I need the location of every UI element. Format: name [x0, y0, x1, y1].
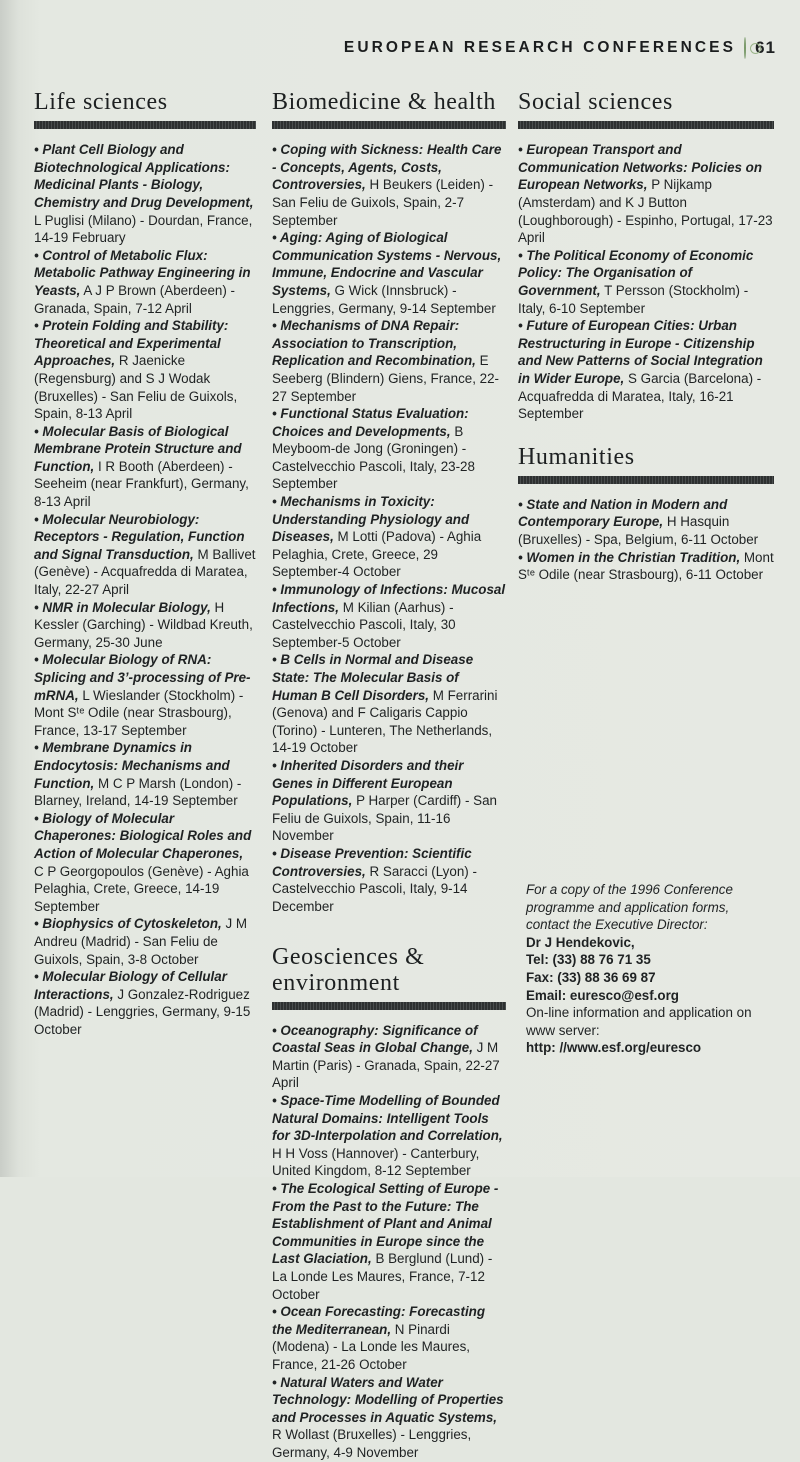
conference-details: C P Georgopoulos (Genève) - Aghia Pelaghia, Crete, Greece, 14-19 September	[34, 863, 249, 914]
conference-title: • B Cells in Normal and Disease State: The Molecular Basis of Human B Cell Disorders,	[272, 652, 474, 703]
conference-details: A J P Brown (Aberdeen) - Granada, Spain, 7-12 April	[34, 282, 235, 316]
conference-details: N Pinardi (Modena) - La Londe les Maures, France, 21-26 October	[272, 1321, 470, 1372]
conference-entry	[518, 317, 774, 423]
conference-title: • Mechanisms of DNA Repair: Association to Transcription, Replication and Recombination,	[272, 318, 476, 369]
section-rule	[518, 121, 774, 129]
conference-entry	[272, 141, 506, 229]
section-heading: Humanities	[518, 443, 635, 470]
conference-entry	[272, 757, 506, 845]
conference-title: • Protein Folding and Stability: Theoretical and Experimental Approaches,	[34, 318, 229, 369]
conference-entry	[518, 141, 774, 247]
conference-title: • Biology of Molecular Chaperones: Biological Roles and Action of Molecular Chaperones,	[34, 810, 252, 861]
page-number: 61	[755, 38, 776, 57]
conference-details: B Meyboom-de Jong (Groningen) - Castelvecchio Pascoli, Italy, 23-28 September	[272, 423, 475, 492]
contact-url[interactable]: http: //www.esf.org/euresco	[526, 1040, 702, 1056]
conference-title: • Inherited Disorders and their Genes in Different European Populations,	[272, 757, 464, 809]
conference-entry	[518, 247, 774, 317]
esf-logo-icon	[744, 37, 746, 59]
conference-title: • Future of European Cities: Urban Restructuring in Europe - Citizenship and New Patterns of Social Integration in Wider Europe,	[518, 318, 763, 386]
conference-title: • Molecular Neurobiology: Receptors - Regulation, Function and Signal Transduction,	[34, 511, 245, 562]
conference-title: • Space-Time Modelling of Bounded Natural Domains: Intelligent Tools for 3D-Interpolation and Correlation,	[272, 1093, 503, 1144]
conference-entry	[34, 511, 256, 599]
conference-title: • Immunology of Infections: Mucosal Infections,	[272, 582, 506, 615]
conference-details: B Berglund (Lund) - La Londe Les Maures, France, 7-12 October	[272, 1251, 493, 1302]
conference-entry	[518, 496, 774, 549]
conference-details: P Harper (Cardiff) - San Feliu de Guixols, Spain, 11-16 November	[272, 793, 497, 844]
conference-entry	[272, 651, 506, 757]
conference-entry	[34, 651, 256, 739]
conference-title: • Oceanography: Significance of Coastal Seas in Global Change,	[272, 1022, 478, 1056]
conference-entry	[272, 317, 506, 405]
conference-entry	[272, 1092, 506, 1180]
section	[272, 90, 506, 915]
conference-entry	[34, 423, 256, 511]
conference-entry	[272, 845, 506, 915]
conference-entry	[272, 1303, 506, 1373]
contact-fax: Fax: (33) 88 36 69 87	[526, 969, 656, 985]
conference-title: • European Transport and Communication Networks: Policies on European Networks,	[518, 142, 763, 193]
column-social-humanities	[518, 90, 774, 584]
conference-entry	[272, 581, 506, 651]
contact-box	[526, 881, 776, 1057]
contact-online: On-line information and application on www server:	[526, 1005, 752, 1038]
column-biomedicine-geosciences	[272, 90, 506, 1462]
conference-title: • Control of Metabolic Flux: Metabolic Pathway Engineering in Yeasts,	[34, 247, 251, 298]
conference-details: I R Booth (Aberdeen) - Seeheim (near Frankfurt), Germany, 8-13 April	[34, 458, 249, 510]
conference-details: M C P Marsh (London) - Blarney, Ireland, 14-19 September	[34, 775, 242, 809]
contact-name: Dr J Hendekovic,	[526, 934, 635, 950]
conference-title: • Biophysics of Cytoskeleton,	[34, 916, 222, 932]
conference-title: • Ocean Forecasting: Forecasting the Mediterranean,	[272, 1304, 486, 1337]
conference-details: T Persson (Stockholm) - Italy, 6-10 September	[518, 282, 749, 316]
conference-details: H H Voss (Hannover) - Canterbury, United Kingdom, 8-12 September	[272, 1145, 480, 1179]
conference-details: J M Andreu (Madrid) - San Feliu de Guixols, Spain, 3-8 October	[34, 916, 248, 967]
conference-title: • Molecular Biology of Cellular Interactions,	[34, 969, 227, 1002]
section-heading: Biomedicine & health	[272, 89, 496, 115]
running-title: EUROPEAN RESEARCH CONFERENCES	[343, 39, 737, 56]
conference-entry	[34, 141, 256, 247]
section-rule	[34, 121, 256, 129]
conference-details: M Kilian (Aarhus) - Castelvecchio Pascoli, Italy, 30 September-5 October	[272, 599, 456, 650]
conference-details: R Wollast (Bruxelles) - Lenggries, Germany, 4-9 November	[272, 1427, 472, 1460]
conference-title: • Disease Prevention: Scientific Controversies,	[272, 845, 472, 879]
conference-details: H Beukers (Leiden) - San Feliu de Guixols, Spain, 2-7 September	[272, 177, 494, 228]
conference-details: M Ballivet (Genève) - Acquafredda di Maratea, Italy, 22-27 April	[34, 546, 256, 598]
section-heading: Geosciences & environment	[272, 944, 425, 996]
section	[518, 445, 774, 584]
conference-title: • Plant Cell Biology and Biotechnological Applications: Medicinal Plants - Biology, Chemistry and Drug Development,	[34, 142, 254, 210]
conference-details: G Wick (Innsbruck) - Lenggries, Germany, 9-14 September	[272, 282, 496, 316]
section-rule	[272, 121, 506, 129]
section-heading: Life sciences	[34, 89, 168, 115]
conference-details: L Wieslander (Stockholm) - Mont Sᵗᵉ Odile (near Strasbourg), France, 13-17 September	[34, 687, 244, 738]
conference-details: H Hasquin (Bruxelles) - Spa, Belgium, 6-11 October	[518, 514, 759, 548]
conference-title: • Molecular Biology of RNA: Splicing and 3’-processing of Pre-mRNA,	[34, 652, 251, 703]
conference-entry	[34, 599, 256, 652]
conference-details: M Ferrarini (Genova) and F Caligaris Cappio (Torino) - Lunteren, The Netherlands, 14-19 October	[272, 687, 498, 756]
conference-entry	[518, 549, 774, 584]
conference-title: • Natural Waters and Water Technology: Modelling of Properties and Processes in Aquatic Systems,	[272, 1374, 504, 1425]
conference-title: • The Ecological Setting of Europe - From the Past to the Future: The Establishment of Plant and Animal Communities in Europe since the Last Glaciation,	[272, 1181, 499, 1267]
conference-title: • State and Nation in Modern and Contemporary Europe,	[518, 496, 728, 530]
conference-details: M Lotti (Padova) - Aghia Pelaghia, Crete, Greece, 29 September-4 October	[272, 529, 482, 580]
conference-details: R Saracci (Lyon) - Castelvecchio Pascoli, Italy, 9-14 December	[272, 863, 477, 914]
contact-tel: Tel: (33) 88 76 71 35	[526, 952, 651, 968]
conference-entry	[34, 739, 256, 809]
conference-title: • Molecular Basis of Biological Membrane Protein Structure and Function,	[34, 423, 242, 474]
conference-title: • Coping with Sickness: Health Care - Concepts, Agents, Costs, Controversies,	[272, 142, 502, 193]
column-life-sciences	[34, 90, 256, 1038]
conference-entry	[34, 915, 256, 968]
conference-entry	[272, 1180, 506, 1303]
conference-entry	[272, 405, 506, 493]
conference-entry	[272, 1374, 506, 1462]
conference-entry	[272, 493, 506, 581]
conference-entry	[272, 1022, 506, 1092]
conference-details: L Puglisi (Milano) - Dourdan, France, 14-19 February	[34, 212, 253, 246]
conference-entry	[34, 968, 256, 1038]
conference-details: P Nijkamp (Amsterdam) and K J Button (Loughborough) - Espinho, Portugal, 17-23 April	[518, 177, 773, 246]
conference-entry	[34, 317, 256, 423]
section	[34, 90, 256, 1038]
conference-details: Mont Sᵗᵉ Odile (near Strasbourg), 6-11 October	[518, 549, 774, 583]
section-rule	[272, 1002, 506, 1010]
contact-intro: For a copy of the 1996 Conference programme and application forms, contact the Executive Director:	[526, 882, 733, 933]
conference-details: J M Martin (Paris) - Granada, Spain, 22-27 April	[272, 1040, 500, 1091]
section	[272, 945, 506, 1461]
conference-title: • Mechanisms in Toxicity: Understanding Physiology and Diseases,	[272, 494, 470, 545]
conference-details: J Gonzalez-Rodriguez (Madrid) - Lenggries, Germany, 9-15 October	[34, 986, 251, 1037]
conference-title: • NMR in Molecular Biology,	[34, 599, 211, 615]
conference-details: S Garcia (Barcelona) - Acquafredda di Maratea, Italy, 16-21 September	[518, 370, 762, 422]
conference-title: • Aging: Aging of Biological Communication Systems - Nervous, Immune, Endocrine and Vascular Systems,	[272, 230, 502, 298]
section-rule	[518, 476, 774, 484]
contact-email[interactable]: Email: euresco@esf.org	[526, 987, 679, 1003]
conference-title: • Women in the Christian Tradition,	[518, 549, 741, 565]
section	[518, 90, 774, 423]
conference-title: • Functional Status Evaluation: Choices and Developments,	[272, 406, 469, 439]
section-heading: Social sciences	[518, 89, 673, 115]
running-header	[343, 36, 776, 60]
conference-entry	[34, 247, 256, 317]
conference-title: • The Political Economy of Economic Policy: The Organisation of Government,	[518, 247, 754, 298]
conference-details: E Seeberg (Blindern) Giens, France, 22-27 September	[272, 353, 500, 404]
conference-title: • Membrane Dynamics in Endocytosis: Mechanisms and Function,	[34, 740, 230, 791]
conference-details: H Kessler (Garching) - Wildbad Kreuth, Germany, 25-30 June	[34, 599, 253, 650]
conference-entry	[272, 229, 506, 317]
conference-details: R Jaenicke (Regensburg) and S J Wodak (Bruxelles) - San Feliu de Guixols, Spain, 8-13 April	[34, 353, 238, 422]
conference-entry	[34, 810, 256, 916]
